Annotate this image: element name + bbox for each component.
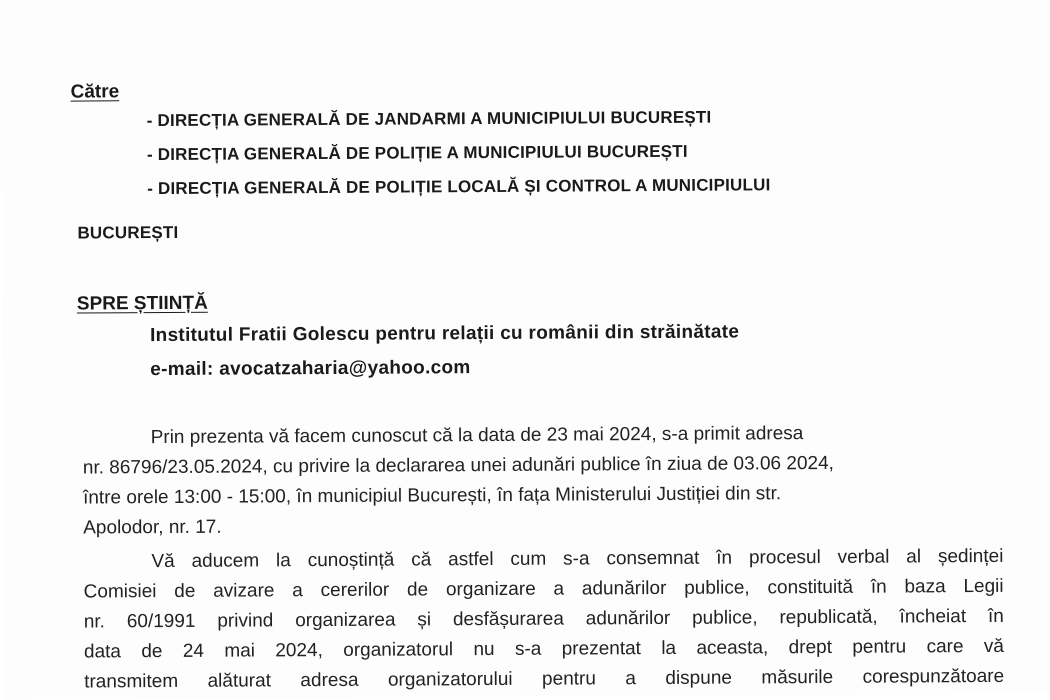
paragraph-2-line-1: Vă aducem la cunoștință că astfel cum s-a consemnat în procesul verbal al ședinței <box>151 545 1004 573</box>
recipient-jandarmi: - DIRECȚIA GENERALĂ DE JANDARMI A MUNICIPIULUI BUCUREȘTI <box>146 107 712 131</box>
paragraph-1 <box>83 418 1004 544</box>
paragraph-1-line-3: între orele 13:00 - 15:00, în municipiul București, în fața Ministerului Justiției din str. <box>82 483 782 509</box>
catre-heading: Către <box>70 81 120 103</box>
recipient-politie: - DIRECȚIA GENERALĂ DE POLIȚIE A MUNICIPIULUI BUCUREȘTI <box>146 141 688 165</box>
email-line: e-mail: avocatzaharia@yahoo.com <box>150 357 471 381</box>
paragraph-2-line-4: data de 24 mai 2024, organizatorul nu s-a prezentat la aceasta, drept pentru care vă <box>83 635 1005 663</box>
paragraph-2-line-5: transmitem alăturat adresa organizatorului pentru a dispune măsurile corespunzătoare <box>84 665 1005 693</box>
recipient-politie-locala: - DIRECȚIA GENERALĂ DE POLIȚIE LOCALĂ ȘI CONTROL A MUNICIPIULUI <box>147 175 771 199</box>
paragraph-2-line-2: Comisiei de avizare a cererilor de organizare a adunărilor publice, constituită în baza Legii <box>83 575 1004 603</box>
paragraph-1-line-4: Apolodor, nr. 17. <box>83 516 222 539</box>
paragraph-1-line-1: Prin prezenta vă facem cunoscut că la data de 23 mai 2024, s-a primit adresa <box>150 423 804 449</box>
recipient-bucuresti: BUCUREȘTI <box>77 222 179 243</box>
paragraph-1-line-2: nr. 86796/23.05.2024, cu privire la declararea unei adunări publice în ziua de 03.06 2024, <box>82 452 834 479</box>
paragraph-2-line-3: nr. 60/1991 privind organizarea și desfășurarea adunărilor publice, republicată, încheiat în <box>83 605 1004 633</box>
spre-stiinta-heading: SPRE ȘTIINȚĂ <box>76 292 208 315</box>
paragraph-2 <box>83 542 1004 698</box>
institute-name: Institutul Fratii Golescu pentru relații cu românii din străinătate <box>149 321 740 347</box>
